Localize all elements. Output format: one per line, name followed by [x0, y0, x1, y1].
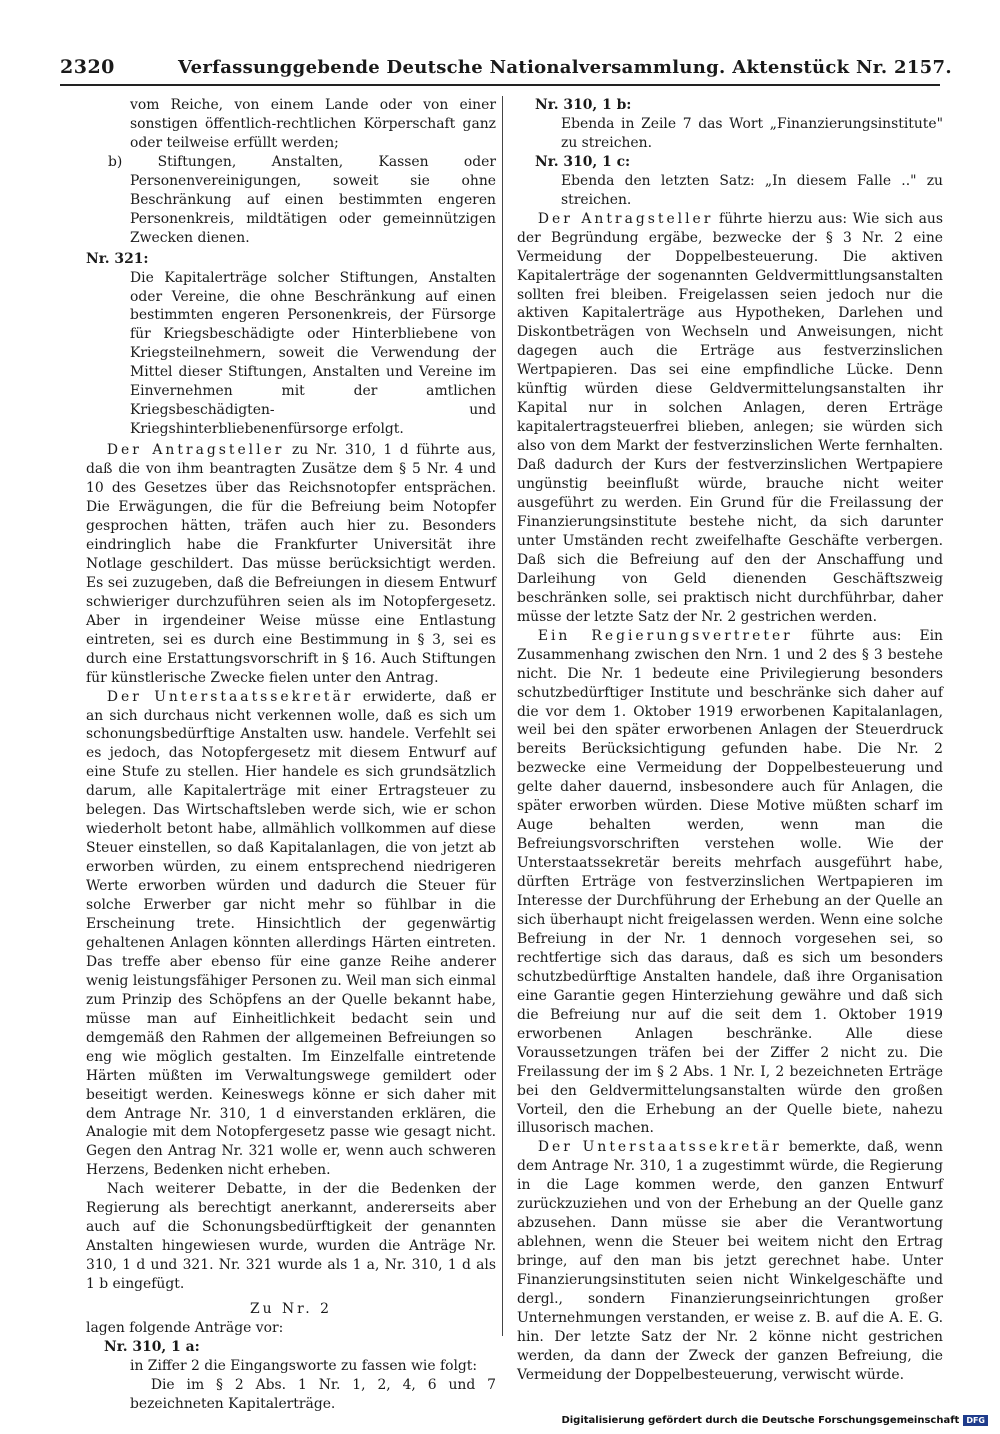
motion-label: Nr. 310, 1 b:	[535, 97, 632, 113]
page-number: 2320	[60, 56, 115, 78]
motion-label: Nr. 310, 1 a:	[104, 1338, 200, 1355]
funding-note: Digitalisierung gefördert durch die Deutsche Forschungsgemeinschaft	[561, 1415, 960, 1426]
speaker: Der Unterstaatssekretär	[537, 1139, 782, 1156]
motion-label: Nr. 321:	[86, 250, 149, 267]
paragraph: Nach weiterer Debatte, in der die Bedenken der Regierung als berechtigt anerkannt, andererseits aber auch auf die Schonungsbedürftigkeit der genannten Anstalten hingewiesen wurde, wurden die Anträge Nr. 310, 1 d und 321. Nr. 321 wurde als 1 a, Nr. 310, 1 d als 1 b eingefügt.	[86, 1181, 496, 1293]
page-header	[60, 56, 952, 86]
paragraph	[86, 441, 496, 687]
right-column	[517, 96, 943, 1385]
footer	[561, 1415, 988, 1426]
paragraph: in Ziffer 2 die Eingangsworte zu fassen wie folgt:	[130, 1357, 478, 1374]
paragraph: vom Reiche, von einem Lande oder von einer sonstigen öffentlich-rechtlichen Körperschaft ganz oder teilweise erfüllt werden;	[130, 97, 496, 151]
paragraph	[517, 210, 943, 627]
speaker: Ein Regierungsvertreter	[537, 627, 793, 644]
paragraph: lagen folgende Anträge vor:	[86, 1320, 284, 1336]
paragraph	[517, 1138, 943, 1384]
paragraph-text: erwiderte, daß er an sich durchaus nicht verkennen wolle, daß es sich um schonungsbedürftige Anstalten usw. handele. Verfehlt sei es jedoch, das Notopfergesetz mit diesem Entwurf auf eine Stufe zu stellen. Hier handele es sich grundsätzlich darum, alle Kapitalerträge mit einer Ertragsteuer zu belegen. Das Wirtschaftsleben werde sich, wie er schon wiederholt betont habe, allmählich vollkommen auf diese Steuer einstellen, so daß Kapitalanlagen, die von jetzt ab erworben würden, zu einem entsprechend niedrigeren Werte erworben würden und dadurch die Steuer für solche Erwerber gar nicht mehr so fühlbar in die Erscheinung trete. Hinsichtlich der gegenwärtig gehaltenen Anlagen könnten allerdings Härten eintreten. Das treffe aber ebenso für eine ganze Reihe anderer wenig leistungsfähiger Personen zu. Weil man sich einmal zum Prinzip des Schöpfens an der Quelle bekannt habe, müsse man auf Einheitlichkeit bedacht sein und demgemäß den Rahmen der allgemeinen Befreiungen so eng wie möglich gestalten. Im Einzelfalle eintretende Härten müßten im Verwaltungswege gemildert oder beseitigt werden. Keineswegs könne er sich daher mit dem Antrage Nr. 310, 1 d einverstanden erklären, die Analogie mit dem Notopfergesetz passe wie gesagt nicht. Gegen den Antrag Nr. 321 wolle er, wenn auch schweren Herzens, Bedenken nicht erheben.	[86, 688, 496, 1179]
paragraph	[86, 688, 496, 1181]
section-heading: Zu Nr. 2	[250, 1301, 332, 1318]
speaker: Der Antragsteller	[537, 210, 714, 227]
running-title: Verfassunggebende Deutsche Nationalversammlung. Aktenstück Nr. 2157.	[178, 57, 952, 78]
speaker: Der Antragsteller	[106, 442, 285, 459]
paragraph: Die Kapitalerträge solcher Stiftungen, Anstalten oder Vereine, die ohne Beschränkung auf einen bestimmten engeren Personenkreis, der Fürsorge für Kriegsbeschädigte oder Hinterbliebene von Kriegsteilnehmern, soweit die Verwendung der Mittel dieser Stiftungen, Anstalten und Vereine im Einvernehmen mit der amtlichen Kriegsbeschädigten- und Kriegshinterbliebenenfürsorge erfolgt.	[130, 269, 496, 438]
paragraph	[517, 627, 943, 1139]
motion-label: Nr. 310, 1 c:	[535, 153, 631, 170]
speaker: Der Unterstaatssekretär	[106, 688, 354, 705]
column-divider	[502, 96, 503, 1336]
paragraph-text: bemerkte, daß, wenn dem Antrage Nr. 310, 1 a zugestimmt würde, die Regierung in die Lage kommen werde, den ganzen Entwurf zurückzuziehen und von der Erhebung an der Quelle ganz abzusehen. Dann müsse sie aber die Verantwortung ablehnen, wenn die Steuer bei weitem nicht den Ertrag bringe, auf den man bis jetzt gerechnet habe. Unter Finanzierungsinstituten seien nicht Winkelgeschäfte und dergl., sondern Finanzierungseinrichtungen großer Unternehmungen verstanden, er weise z. B. auf die A. E. G. hin. Der letzte Satz der Nr. 2 könne nicht gestrichen werden, da dann der Zweck der ganzen Befreiung, die Vermeidung der Doppelbesteuerung, verwischt würde.	[517, 1139, 943, 1383]
dfg-logo: DFG	[963, 1415, 988, 1426]
paragraph-text: zu Nr. 310, 1 d führte aus, daß die von ihm beantragten Zusätze dem § 5 Nr. 4 und 10 des Gesetzes über das Reichsnotopfer entsprächen. Die Erwägungen, die für die Befreiung beim Notopfer gesprochen hätten, träfen auch hier zu. Besonders eindringlich habe die Frankfurter Universität ihre Notlage geschildert. Das müsse berücksichtigt werden. Es sei zuzugeben, daß die Befreiungen in diesem Entwurf schwieriger durchzuführen seien als im Notopfergesetz. Aber in irgendeiner Weise müsse eine Entlastung eintreten, sei es durch eine Bestimmung in § 3, sei es durch eine Erstattungsvorschrift in § 16. Auch Stiftungen für künstlerische Zwecke fielen unter den Antrag.	[86, 442, 496, 686]
paragraph-text: führte hierzu aus: Wie sich aus der Begründung ergäbe, bezwecke der § 3 Nr. 2 eine Vermeidung der Doppelbesteuerung. Die aktiven Kapitalerträge der sogenannten Geldvermittlungsanstalten sollten frei bleiben. Freigelassen seien jedoch nur die aktiven Kapitalerträge aus Hypotheken, Darlehen und Diskontbeträgen von Wechseln und Anweisungen, nicht dagegen auch die Erträge aus festverzinslichen Wertpapieren. Das sei eine empfindliche Lücke. Denn künftig würden diese Geldvermittelungsanstalten ihr Kapital nur in solchen Anlagen, deren Erträge kapitalertragsteuerfrei blieben, anlegen; sie würden sich also von dem Markt der festverzinslichen Werte fernhalten. Daß dadurch der Kurs der festverzinslichen Wertpapiere ungünstig beeinflußt würde, brauche nicht weiter ausgeführt zu werden. Ein Grund für die Freilassung der Finanzierungsinstitute bestehe nicht, da sich darunter unter Umständen recht zweifelhafte Geschäfte verbergen. Daß sich die Befreiung auf den der Anschaffung und Darleihung von Geld dienenden Geschäftszweig beschränken solle, sei praktisch nicht durchführbar, daher müsse der letzte Satz der Nr. 2 gestrichen werden.	[517, 210, 944, 625]
paragraph: Ebenda in Zeile 7 das Wort „Finanzierungsinstitute" zu streichen.	[561, 115, 943, 151]
paragraph: Die im § 2 Abs. 1 Nr. 1, 2, 4, 6 und 7 bezeichneten Kapitalerträge.	[130, 1376, 496, 1412]
list-item: b) Stiftungen, Anstalten, Kassen oder Personenvereinigungen, soweit sie ohne Beschränkung auf einen bestimmten engeren Personenkreis, mildtätigen oder gemeinnützigen Zwecken dienen.	[108, 153, 496, 246]
paragraph: Ebenda den letzten Satz: „In diesem Falle .." zu streichen.	[561, 172, 943, 208]
left-column	[86, 96, 496, 1414]
paragraph-text: führte aus: Ein Zusammenhang zwischen den Nrn. 1 und 2 des § 3 bestehe nicht. Die Nr. 1 bedeute eine Privilegierung besonders schutzbedürftiger Institute und beschränke sich daher auf die vor dem 1. Oktober 1919 erworbenen Kapitalanlagen, weil bei den später erworbenen Anlagen der Steuerdruck bereits Berücksichtigung gefunden habe. Die Nr. 2 bezwecke eine Vermeidung der Doppelbesteuerung und gelte daher dauernd, insbesondere auch für Anlagen, die später erworben würden. Diese Motive müßten scharf im Auge behalten werden, wenn man die Befreiungsvorschriften verstehen wolle. Wie der Unterstaatssekretär bereits mehrfach ausgeführt habe, dürften Erträge von festverzinslichen Wertpapieren im Interesse der Durchführung der Erhebung an der Quelle an sich überhaupt nicht freigelassen werden. Wenn eine solche Befreiung in der Nr. 1 dennoch vorgesehen sei, so rechtfertige sich das daraus, daß es sich um besonders schutzbedürftige Anstalten handele, daß ihre Organisation eine Garantie gegen Hinterziehung gewähre und daß sich die Befreiung nur auf die seit dem 1. Oktober 1919 erworbenen Anlagen beschränke. Alle diese Voraussetzungen träfen bei der Ziffer 2 nicht zu. Die Freilassung der im § 2 Abs. 1 Nr. I, 2 bezeichneten Erträge bei den Geldvermittelungsanstalten würde den großen Vorteil, den die Erhebung an der Quelle biete, nahezu illusorisch machen.	[517, 627, 943, 1137]
